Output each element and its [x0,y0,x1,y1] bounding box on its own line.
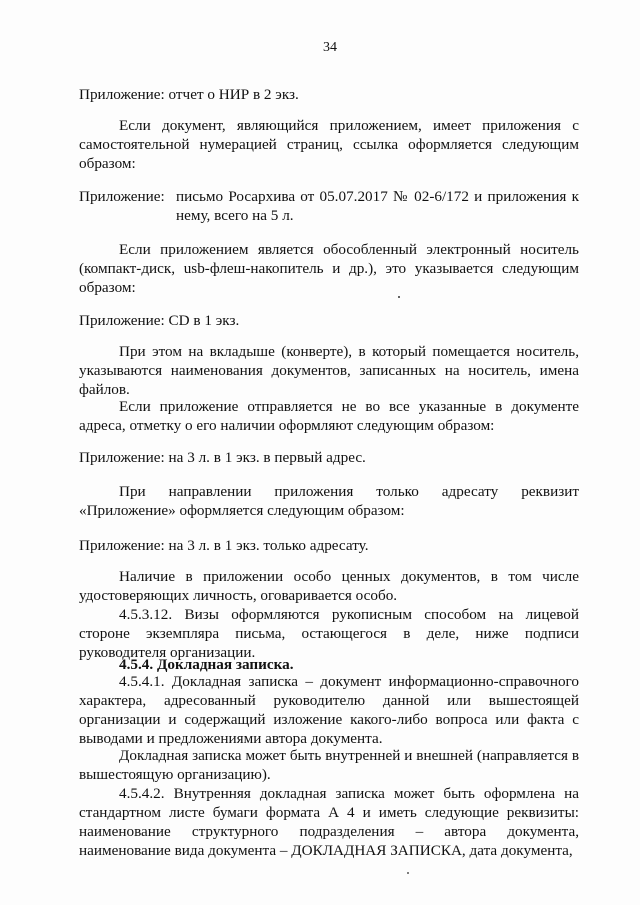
annex-first-address-line: Приложение: на 3 л. в 1 экз. в первый адрес. [79,449,366,466]
annex-letter-text: письмо Росархива от 05.07.2017 № 02-6/172 и приложения к нему, всего на 5 л. [176,188,579,224]
annex-addressee-line: Приложение: на 3 л. в 1 экз. только адресату. [79,537,369,554]
paragraph-memo-types: Докладная записка может быть внутренней и внешней (направляется в вышестоящую организацию). [79,747,579,783]
paragraph-memo-definition: 4.5.4.1. Докладная записка – документ информационно-справочного характера, адресованный руководителю данной или вышестоящей организации и содержащий изложение какого-либо вопроса или факта с выводами и предложениями автора документа. [79,673,579,747]
paragraph-annex-numbering: Если документ, являющийся приложением, имеет приложения с самостоятельной нумерацией страниц, ссылка оформляется следующим образом: [79,117,579,172]
annex-label: Приложение: [79,188,165,205]
paragraph-partial-addresses: Если приложение отправляется не во все указанные в документе адреса, отметку о его наличии оформляют следующим образом: [79,398,579,434]
paragraph-valuable-documents: Наличие в приложении особо ценных документов, в том числе удостоверяющих личность, оговаривается особо. [79,568,579,604]
paragraph-internal-memo: 4.5.4.2. Внутренняя докладная записка может быть оформлена на стандартном листе бумаги формата А 4 и иметь следующие реквизиты: наименование структурного подразделения – автора документа, наименование вида документа – ДОКЛАДНАЯ ЗАПИСКА, дата документа, [79,785,579,859]
scan-speck [398,296,400,298]
section-heading-memo: 4.5.4. Докладная записка. [119,656,294,673]
paragraph-addressee-only: При направлении приложения только адресату реквизит «Приложение» оформляется следующим образом: [79,483,579,519]
paragraph-insert-envelope: При этом на вкладыше (конверте), в который помещается носитель, указываются наименования документов, записанных на носитель, имена файлов. [79,343,579,398]
annex-cd-line: Приложение: CD в 1 экз. [79,312,240,329]
paragraph-visas: 4.5.3.12. Визы оформляются рукописным способом на лицевой стороне экземпляра письма, остающегося в деле, ниже подписи руководителя организации. [79,606,579,661]
paragraph-electronic-media: Если приложением является обособленный электронный носитель (компакт-диск, usb-флеш-накопитель и др.), это указывается следующим образом: [79,241,579,296]
annex-report-line: Приложение: отчет о НИР в 2 экз. [79,86,299,103]
page-number: 34 [323,40,337,55]
scan-speck [407,872,409,874]
